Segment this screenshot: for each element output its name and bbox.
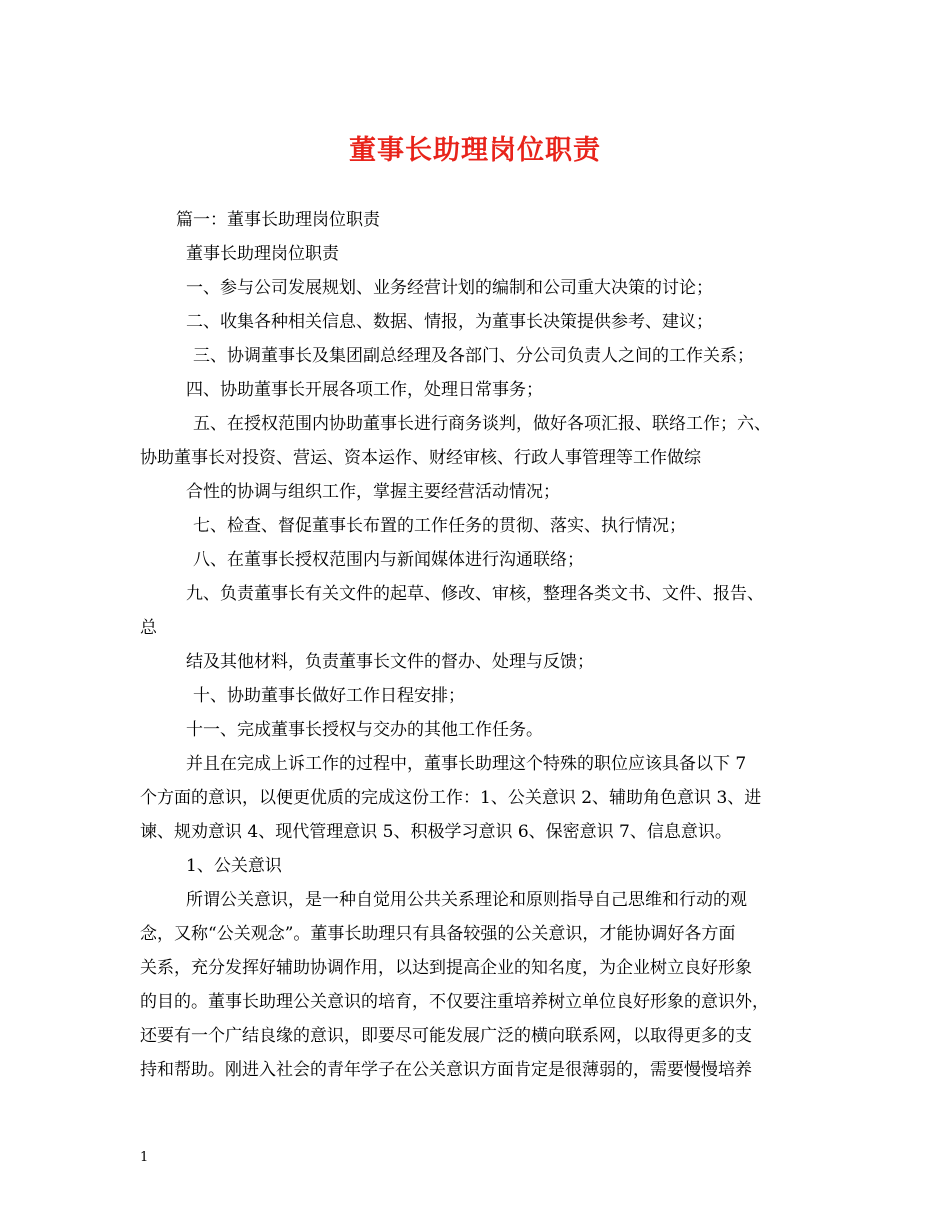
page-number: 1 — [140, 1150, 149, 1165]
paragraph-line: 的目的。董事长助理公关意识的培育，不仅要注重培养树立单位良好形象的意识外， — [140, 992, 769, 1012]
paragraph-line: 关系，充分发挥好辅助协调作用，以达到提高企业的知名度，为企业树立良好形象 — [140, 958, 752, 978]
paragraph-line: 并且在完成上诉工作的过程中，董事长助理这个特殊的职位应该具备以下 7 — [186, 754, 747, 774]
paragraph-line: 谏、规劝意识 4、现代管理意识 5、积极学习意识 6、保密意识 7、信息意识。 — [140, 822, 732, 842]
paragraph-line: 二、收集各种相关信息、数据、情报，为董事长决策提供参考、建议； — [186, 312, 713, 332]
subsection-heading: 1、公关意识 — [186, 856, 282, 876]
paragraph-line: 结及其他材料，负责董事长文件的督办、处理与反馈； — [186, 652, 594, 672]
paragraph-line: 持和帮助。刚进入社会的青年学子在公关意识方面肯定是很薄弱的，需要慢慢培养 — [140, 1060, 752, 1080]
paragraph-line: 念，又称“公关观念”。董事长助理只有具备较强的公关意识，才能协调好各方面 — [140, 924, 736, 944]
paragraph-line: 八、在董事长授权范围内与新闻媒体进行沟通联络； — [193, 550, 584, 570]
paragraph-line: 十、协助董事长做好工作日程安排； — [193, 686, 465, 706]
paragraph-line: 五、在授权范围内协助董事长进行商务谈判，做好各项汇报、联络工作；六、 — [193, 414, 771, 434]
paragraph-line: 十一、完成董事长授权与交办的其他工作任务。 — [186, 720, 543, 740]
paragraph-line: 总 — [140, 618, 157, 638]
paragraph-line: 协助董事长对投资、营运、资本运作、财经审核、行政人事管理等工作做综 — [140, 448, 701, 468]
paragraph-line: 个方面的意识，以便更优质的完成这份工作：1、公关意识 2、辅助角色意识 3、进 — [140, 788, 762, 808]
document-title: 董事长助理岗位职责 — [349, 135, 601, 166]
paragraph-line: 所谓公关意识，是一种自觉用公共关系理论和原则指导自己思维和行动的观 — [186, 890, 747, 910]
paragraph-line: 七、检查、督促董事长布置的工作任务的贯彻、落实、执行情况； — [193, 516, 686, 536]
paragraph-line: 九、负责董事长有关文件的起草、修改、审核，整理各类文书、文件、报告、 — [186, 584, 764, 604]
paragraph-line: 四、协助董事长开展各项工作，处理日常事务； — [186, 380, 543, 400]
subheading: 董事长助理岗位职责 — [186, 244, 339, 264]
paragraph-line: 合性的协调与组织工作，掌握主要经营活动情况； — [186, 482, 560, 502]
paragraph-line: 还要有一个广结良缘的意识，即要尽可能发展广泛的横向联系网，以取得更多的支 — [140, 1026, 752, 1046]
paragraph-line: 一、参与公司发展规划、业务经营计划的编制和公司重大决策的讨论； — [186, 278, 713, 298]
paragraph-line: 三、协调董事长及集团副总经理及各部门、分公司负责人之间的工作关系； — [193, 346, 754, 366]
section-heading: 篇一：董事长助理岗位职责 — [176, 210, 380, 230]
